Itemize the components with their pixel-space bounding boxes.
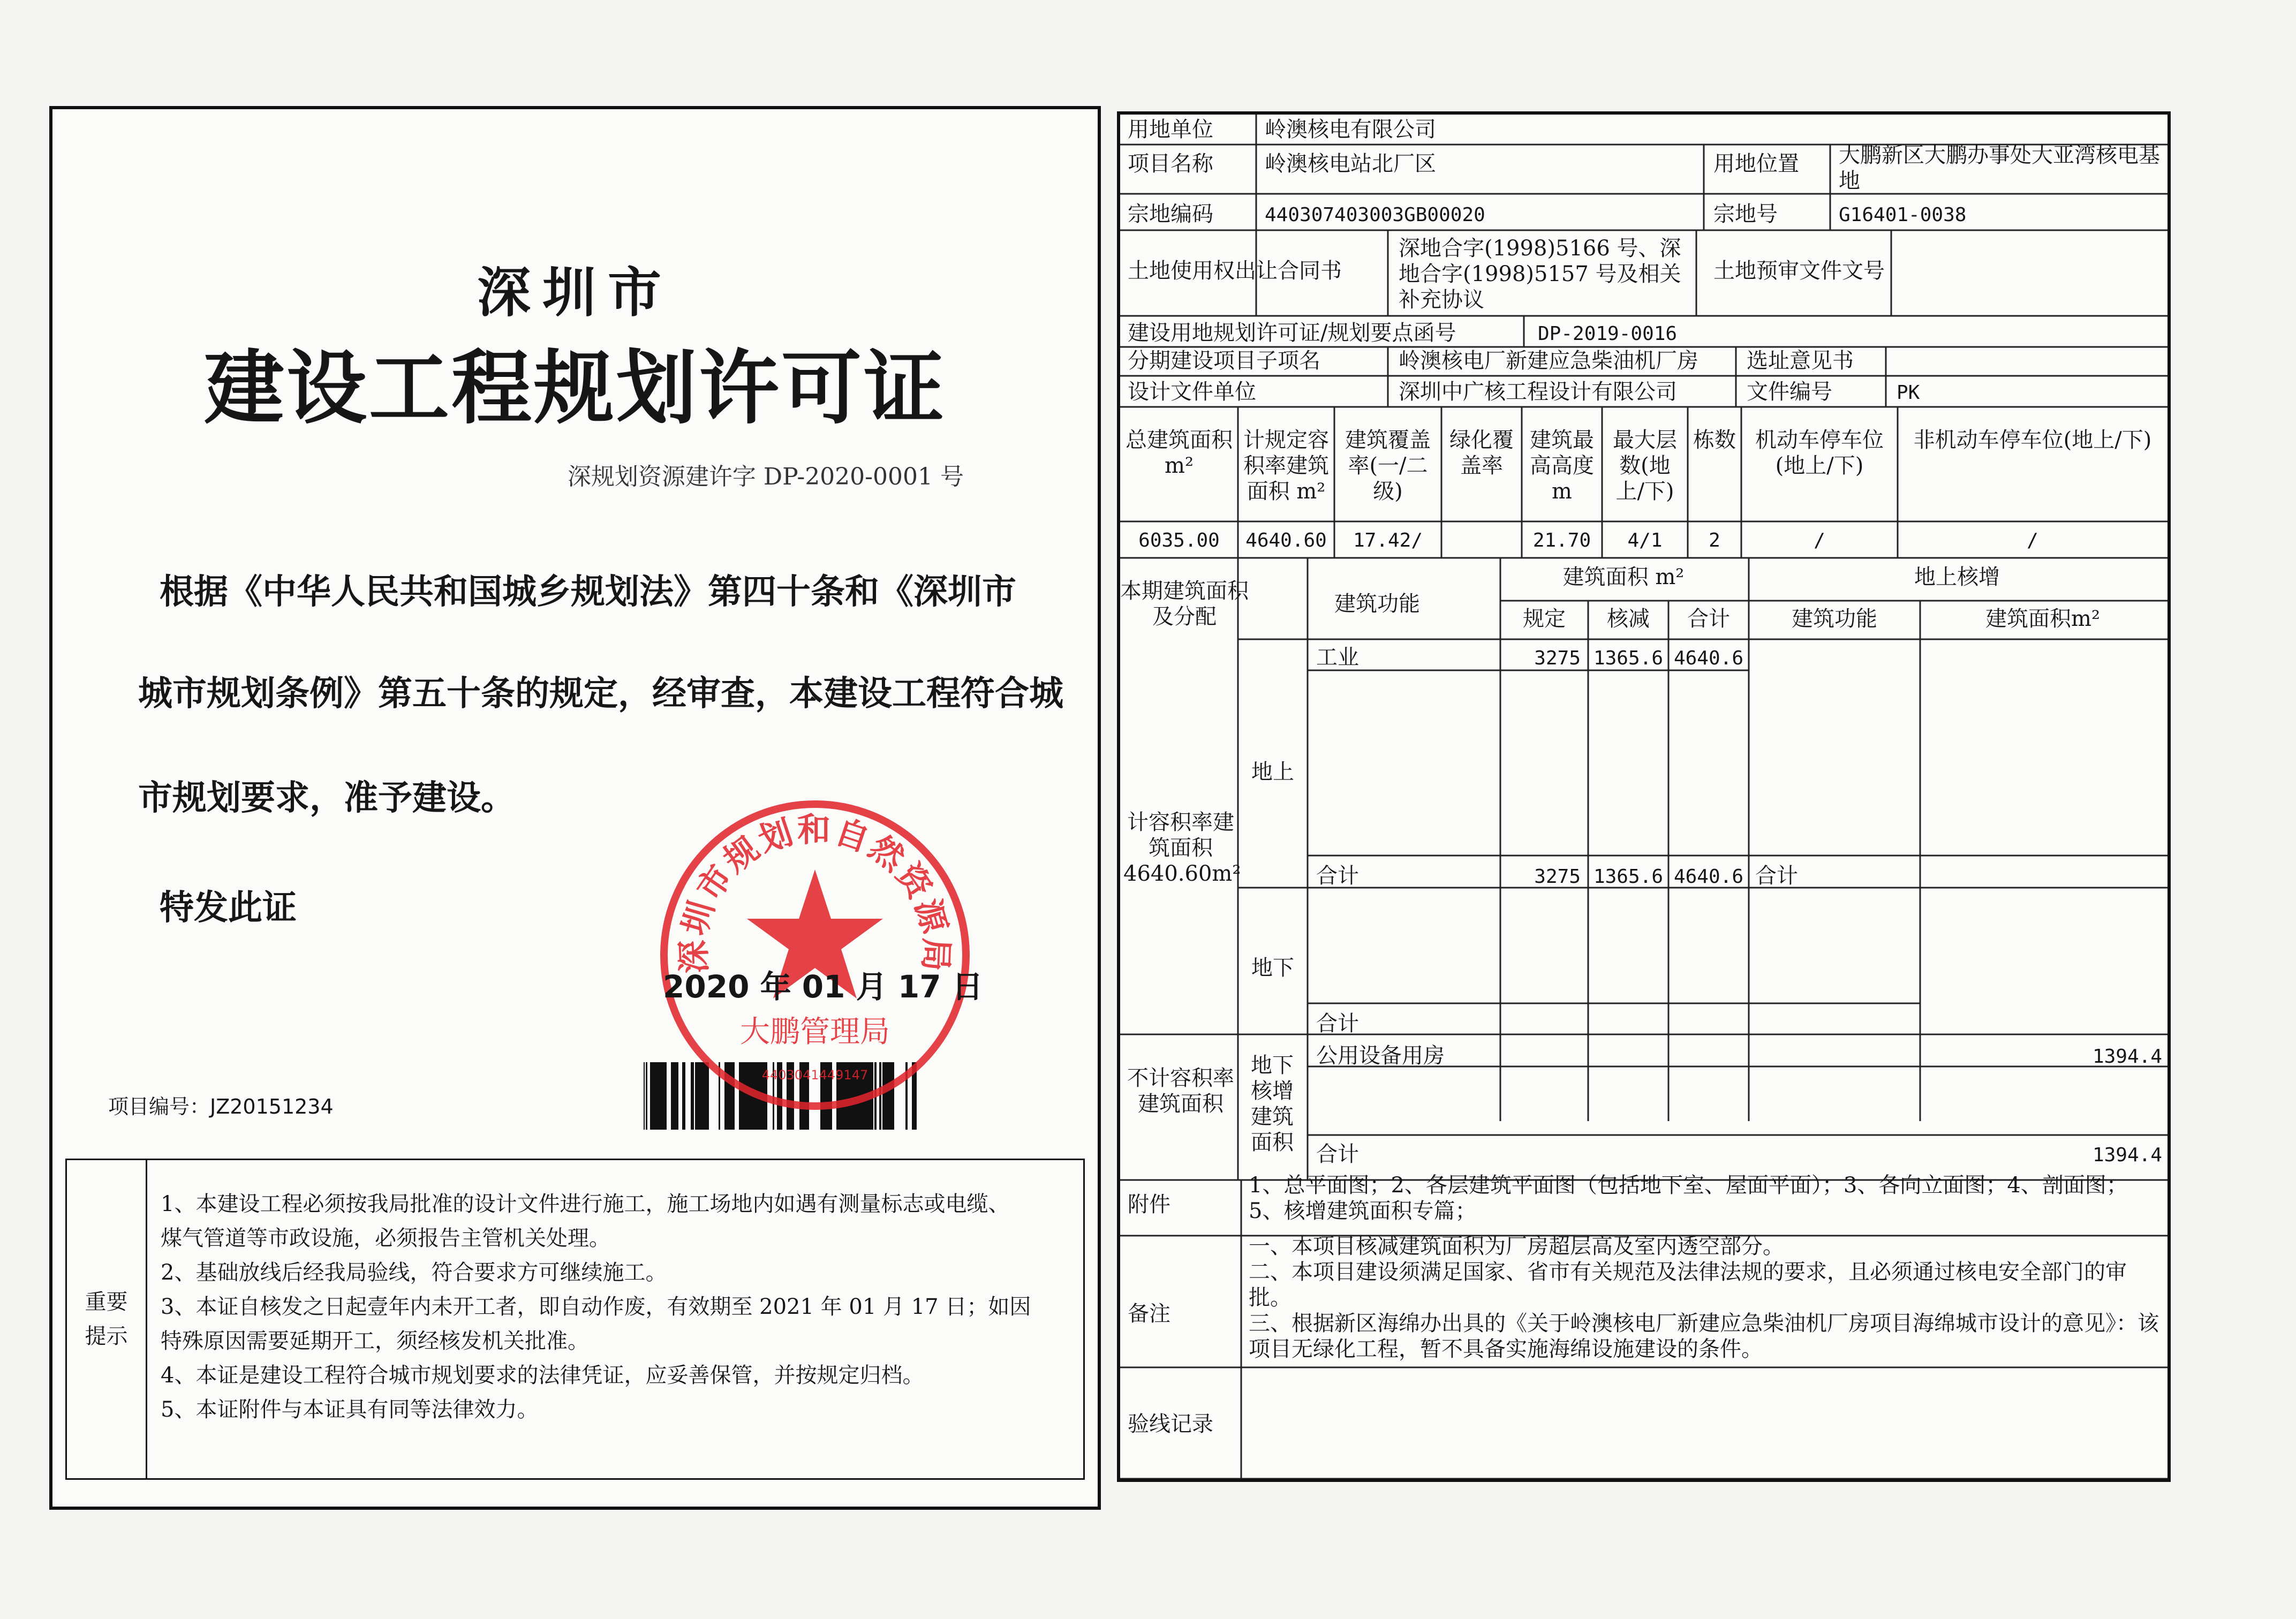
label-area-allocation: 本期建筑面积及分配 (1120, 579, 1249, 629)
above-row-reduction: 1365.6 (1593, 647, 1663, 669)
label-contract: 土地使用权出让合同书 (1128, 259, 1342, 283)
underground-total-area: 1394.4 (2092, 1144, 2162, 1166)
above-subtotal-label: 合计 (1316, 864, 1359, 888)
metrics-value-cell: 4/1 (1627, 529, 1663, 551)
value-attachments: 1、总平面图；2、各层建筑平面图（包括地下室、屋面平面）；3、各向立面图；4、剖面图；5、核增建筑面积专篇； (1249, 1173, 2128, 1223)
metrics-header-cell: 建筑最高高度 m (1530, 428, 1594, 504)
metrics-value-cell: 2 (1709, 529, 1720, 551)
value-contract: 深地合字(1998)5166 号、深地合字(1998)5157 号及相关补充协议 (1399, 236, 1681, 312)
label-parcel-code: 宗地编码 (1128, 202, 1213, 226)
label-land-location: 用地位置 (1713, 152, 1799, 176)
remark-item: 二、本项目建设须满足国家、省市有关规范及法律法规的要求，且必须通过核电安全部门的审批。 (1249, 1260, 2127, 1310)
metrics-header-cell: 机动车停车位(地上/下) (1755, 428, 1884, 478)
note-line: 2、基础放线后经我局验线，符合要求方可继续施工。 (161, 1260, 667, 1285)
value-land-unit: 岭澳核电有限公司 (1265, 117, 1436, 142)
label-far-area: 计容积率建筑面积 4640.60m² (1123, 810, 1241, 886)
below-subtotal-label: 合计 (1316, 1011, 1359, 1036)
seal-bottom-text: 大鹏管理局 (740, 1015, 890, 1049)
value-land-location: 大鹏新区大鹏办事处大亚湾核电基地 (1839, 143, 2160, 193)
note-line: 4、本证是建设工程符合城市规划要求的法律凭证，应妥善保管，并按规定归档。 (161, 1363, 924, 1388)
permit-city: 深圳市 (477, 261, 673, 324)
important-notes-box (65, 1159, 1085, 1480)
label-ground-increase: 地上核增 (1914, 565, 2000, 589)
above-row-total: 4640.6 (1673, 647, 1743, 669)
label-subproject: 分期建设项目子项名 (1128, 349, 1320, 373)
permit-number: 深规划资源建许字 DP-2020-0001 号 (567, 463, 964, 490)
underground-row-area: 1394.4 (2092, 1046, 2162, 1068)
issue-date: 2020 年 01 月 17 日 (663, 969, 983, 1005)
metrics-header-cell: 计规定容积率建筑面积 m² (1243, 428, 1329, 504)
label-underground-increase: 地下核增建筑面积 (1251, 1053, 1294, 1155)
underground-row-function: 公用设备用房 (1316, 1043, 1445, 1068)
note-line: 5、本证附件与本证具有同等法律效力。 (161, 1397, 539, 1422)
metrics-header-cell: 非机动车停车位(地上/下) (1913, 428, 2152, 452)
above-row-specified: 3275 (1534, 647, 1581, 669)
project-number: 项目编号：JZ20151234 (108, 1095, 334, 1118)
metrics-header-cell: 总建筑面积 m² (1126, 428, 1233, 478)
value-project-name: 岭澳核电站北厂区 (1265, 152, 1436, 176)
label-specified: 规定 (1523, 607, 1566, 631)
metrics-value-cell: 6035.00 (1138, 529, 1220, 551)
value-file-no: PK (1897, 382, 1920, 404)
ground-increase-subtotal-label: 合计 (1755, 864, 1798, 888)
remark-item: 一、本项目核减建筑面积为厂房超层高及室内透空部分。 (1249, 1234, 1784, 1259)
label-building-function: 建筑功能 (1334, 592, 1420, 616)
metrics-header-cell: 最大层数(地上/下) (1613, 428, 1677, 504)
value-parcel-code: 440307403003GB00020 (1265, 204, 1485, 226)
permit-issue-statement: 特发此证 (160, 888, 297, 928)
label-design-unit: 设计文件单位 (1128, 380, 1256, 404)
barcode-bar (644, 1062, 645, 1130)
label-site-opinion: 选址意见书 (1747, 349, 1854, 373)
label-below-ground: 地下 (1251, 956, 1294, 980)
permit-front (49, 106, 1101, 1510)
label-non-far-area: 不计容积率建筑面积 (1127, 1066, 1234, 1116)
note-line: 1、本建设工程必须按我局批准的设计文件进行施工，施工场地内如遇有测量标志或电缆、 (161, 1192, 1010, 1216)
permit-body-line-2: 城市规划条例》第五十条的规定，经审查，本建设工程符合城 (138, 674, 1063, 714)
permit-body-line-1: 根据《中华人民共和国城乡规划法》第四十条和《深圳市 (160, 572, 1016, 612)
above-subtotal-total: 4640.6 (1673, 866, 1743, 888)
note-line: 特殊原因需要延期开工，须经核发机关批准。 (161, 1329, 589, 1353)
label-parcel-no: 宗地号 (1713, 202, 1778, 226)
label-above-ground: 地上 (1251, 760, 1294, 784)
permit-body-line-3: 市规划要求，准予建设。 (138, 778, 515, 818)
note-line: 3、本证自核发之日起壹年内未开工者，即自动作废，有效期至 2021 年 01 月 17 日；如因 (161, 1295, 1031, 1319)
value-landuse-permit: DP-2019-0016 (1538, 323, 1678, 345)
above-subtotal-specified: 3275 (1534, 866, 1581, 888)
label-prelim-doc: 土地预审文件文号 (1713, 259, 1885, 283)
label-floor-area: 建筑面积 m² (1562, 565, 1685, 589)
above-subtotal-reduction: 1365.6 (1593, 866, 1663, 888)
label-project-name: 项目名称 (1128, 152, 1213, 176)
metrics-value-cell: 17.42/ (1353, 529, 1423, 551)
label-inspection: 验线记录 (1128, 1412, 1213, 1436)
metrics-value-cell: 4640.60 (1245, 529, 1327, 551)
label-file-no: 文件编号 (1747, 380, 1832, 404)
underground-total-label: 合计 (1316, 1142, 1359, 1167)
above-row-function: 工业 (1316, 645, 1359, 670)
metrics-value-cell: 21.70 (1532, 529, 1591, 551)
value-design-unit: 深圳中广核工程设计有限公司 (1399, 380, 1677, 404)
note-line: 煤气管道等市政设施，必须报告主管机关处理。 (161, 1226, 610, 1251)
barcode-bar (646, 1062, 647, 1130)
label-landuse-permit: 建设用地规划许可证/规划要点函号 (1128, 321, 1456, 345)
value-subproject: 岭澳核电厂新建应急柴油机厂房 (1399, 349, 1698, 373)
official-seal (654, 795, 976, 1116)
label-remarks: 备注 (1128, 1302, 1170, 1326)
value-parcel-no: G16401-0038 (1839, 204, 1967, 226)
label-reduction: 核减 (1607, 607, 1650, 631)
permit-title: 建设工程规划许可证 (203, 341, 946, 435)
seal-code: 4403041449147 (761, 1068, 868, 1083)
metrics-header-cell: 栋数 (1693, 428, 1736, 452)
permit-details-form (1117, 111, 2171, 1482)
metrics-header-cell: 绿化覆盖率 (1449, 428, 1514, 478)
label-land-unit: 用地单位 (1128, 117, 1213, 142)
remark-item: 三、根据新区海绵办出具的《关于岭澳核电厂新建应急柴油机厂房项目海绵城市设计的意见》：该项目无绿化工程，暂不具备实施海绵设施建设的条件。 (1249, 1311, 2159, 1361)
metrics-header-cell: 建筑覆盖率(一/二级) (1345, 428, 1431, 504)
notes-label: 重要提示 (67, 1160, 147, 1478)
label-attachments: 附件 (1128, 1192, 1170, 1217)
metrics-value-cell: / (1814, 529, 1825, 551)
remarks-list (1249, 1234, 2159, 1362)
label-gi-function: 建筑功能 (1792, 607, 1877, 631)
label-gi-area: 建筑面积m² (1985, 607, 2100, 631)
seal-arc-text: 深圳市规划和自然资源局 (673, 810, 957, 974)
metrics-value-cell: / (2027, 529, 2038, 551)
label-subtotal: 合计 (1687, 607, 1730, 631)
notes-list (161, 1187, 1073, 1427)
